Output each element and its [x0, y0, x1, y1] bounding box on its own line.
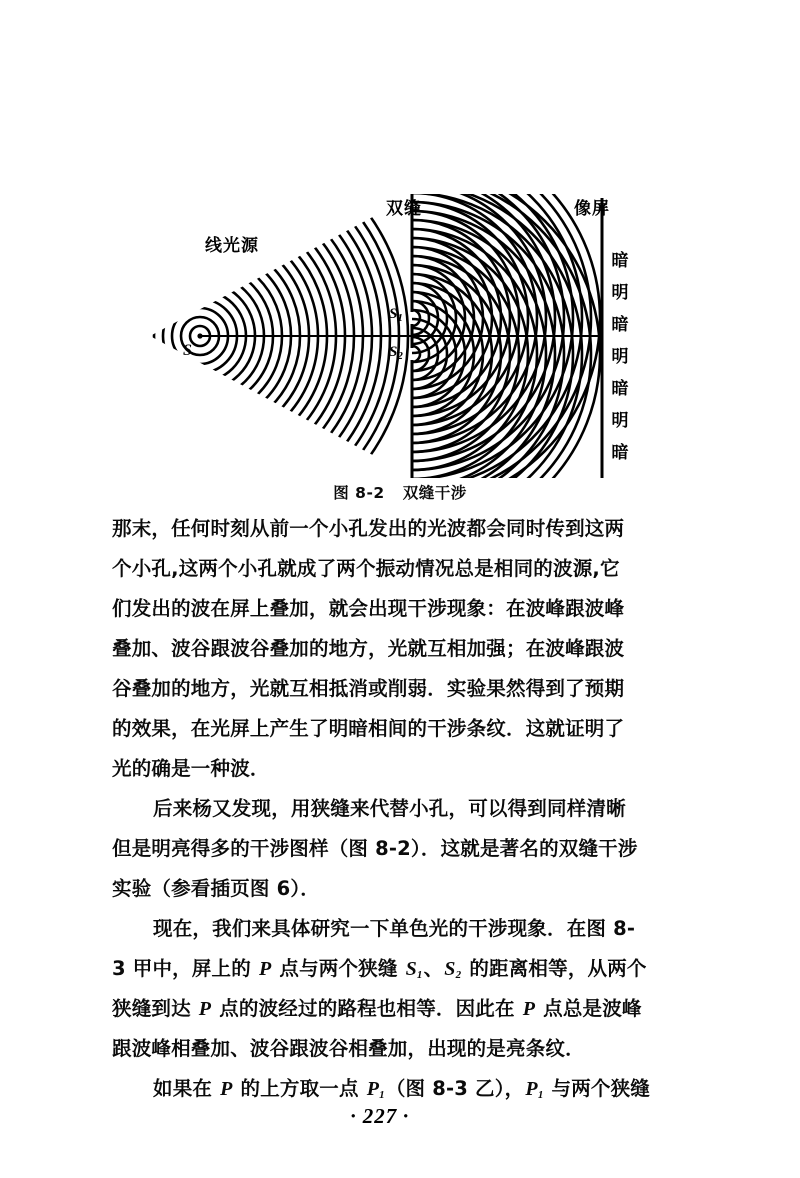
- math-symbol: $P_1$: [366, 1078, 385, 1101]
- text-line: 谷叠加的地方，光就互相抵消或削弱．实验果然得到了预期: [112, 677, 625, 700]
- fringe-label: 暗: [611, 251, 629, 271]
- slit-s2-letter: S: [389, 344, 398, 360]
- math-symbol: P: [258, 958, 272, 980]
- text-line: 光的确是一种波．: [112, 757, 270, 780]
- figure-double-slit-interference: [150, 186, 650, 486]
- page-number-value: 227: [362, 1104, 398, 1128]
- math-symbol: $S_2$: [444, 958, 462, 981]
- text-line: 叠加、波谷跟波谷叠加的地方，光就互相加强；在波峰跟波: [112, 637, 625, 660]
- fringe-label: 明: [611, 347, 629, 367]
- figure-caption-title: 双缝干涉: [402, 484, 467, 502]
- page-number: [0, 1104, 800, 1129]
- text-line: 的效果，在光屏上产生了明暗相间的干涉条纹．这就证明了: [112, 717, 625, 740]
- fringe-label: 暗: [611, 443, 629, 463]
- source-point-marker: [197, 333, 202, 338]
- slit-s2-subscript: 2: [397, 350, 403, 362]
- label-source-point: S: [183, 342, 192, 359]
- text-line: 现在，我们来具体研究一下单色光的干涉现象．在图 8-: [153, 917, 636, 940]
- label-slit-s2: [389, 344, 403, 361]
- text-line: 们发出的波在屏上叠加，就会出现干涉现象：在波峰跟波峰: [112, 597, 625, 620]
- text-line: 如果在 P 的上方取一点 $P_1$（图 8-3 乙），$P_1$ 与两个狭缝: [153, 1077, 651, 1101]
- math-subscript: 1: [537, 1089, 544, 1101]
- text-line: 实验（参看插页图 6）．: [112, 877, 321, 900]
- text-line: 后来杨又发现，用狭缝来代替小孔，可以得到同样清晰: [153, 797, 626, 820]
- text-line: 跟波峰相叠加、波谷跟波谷相叠加，出现的是亮条纹．: [112, 1037, 585, 1060]
- figure-caption-label: 图 8-2: [333, 484, 385, 502]
- label-double-slit: 双缝: [386, 199, 422, 219]
- fringe-label: 暗: [611, 379, 629, 399]
- math-symbol: $P_1$: [525, 1078, 544, 1101]
- text-line: 但是明亮得多的干涉图样（图 8-2）．这就是著名的双缝干涉: [112, 837, 638, 860]
- figure-caption: [0, 481, 800, 503]
- fringe-label: 暗: [611, 315, 629, 335]
- slit-s1-subscript: 1: [397, 312, 403, 324]
- math-subscript: 2: [455, 969, 462, 981]
- label-line-source: 线光源: [205, 236, 259, 256]
- fringe-label: 明: [611, 411, 629, 431]
- label-screen: 像屏: [574, 199, 610, 219]
- body-text: [112, 509, 712, 1109]
- fringe-label: 明: [611, 283, 629, 303]
- math-symbol: P: [220, 1078, 233, 1100]
- math-symbol: P: [522, 998, 536, 1020]
- page-number-prefix-dot: ·: [349, 1104, 358, 1128]
- label-slit-s1: [389, 306, 403, 323]
- text-line: 狭缝到达 P 点的波经过的路程也相等．因此在 P 点总是波峰: [112, 997, 642, 1020]
- text-line: 3 甲中，屏上的 P 点与两个狭缝 $S_1$、$S_2$ 的距离相等，从两个: [112, 957, 647, 981]
- math-symbol: P: [198, 998, 212, 1020]
- math-symbol: $S_1$: [405, 958, 423, 981]
- page-number-suffix-dot: ·: [402, 1104, 411, 1128]
- fringe-label-column: [605, 245, 635, 469]
- math-subscript: 1: [379, 1089, 385, 1101]
- text-line: 那末，任何时刻从前一个小孔发出的光波都会同时传到这两: [112, 517, 625, 540]
- text-line: 个小孔,这两个小孔就成了两个振动情况总是相同的波源,它: [112, 557, 620, 580]
- slit-s1-letter: S: [389, 306, 398, 322]
- math-subscript: 1: [416, 969, 423, 981]
